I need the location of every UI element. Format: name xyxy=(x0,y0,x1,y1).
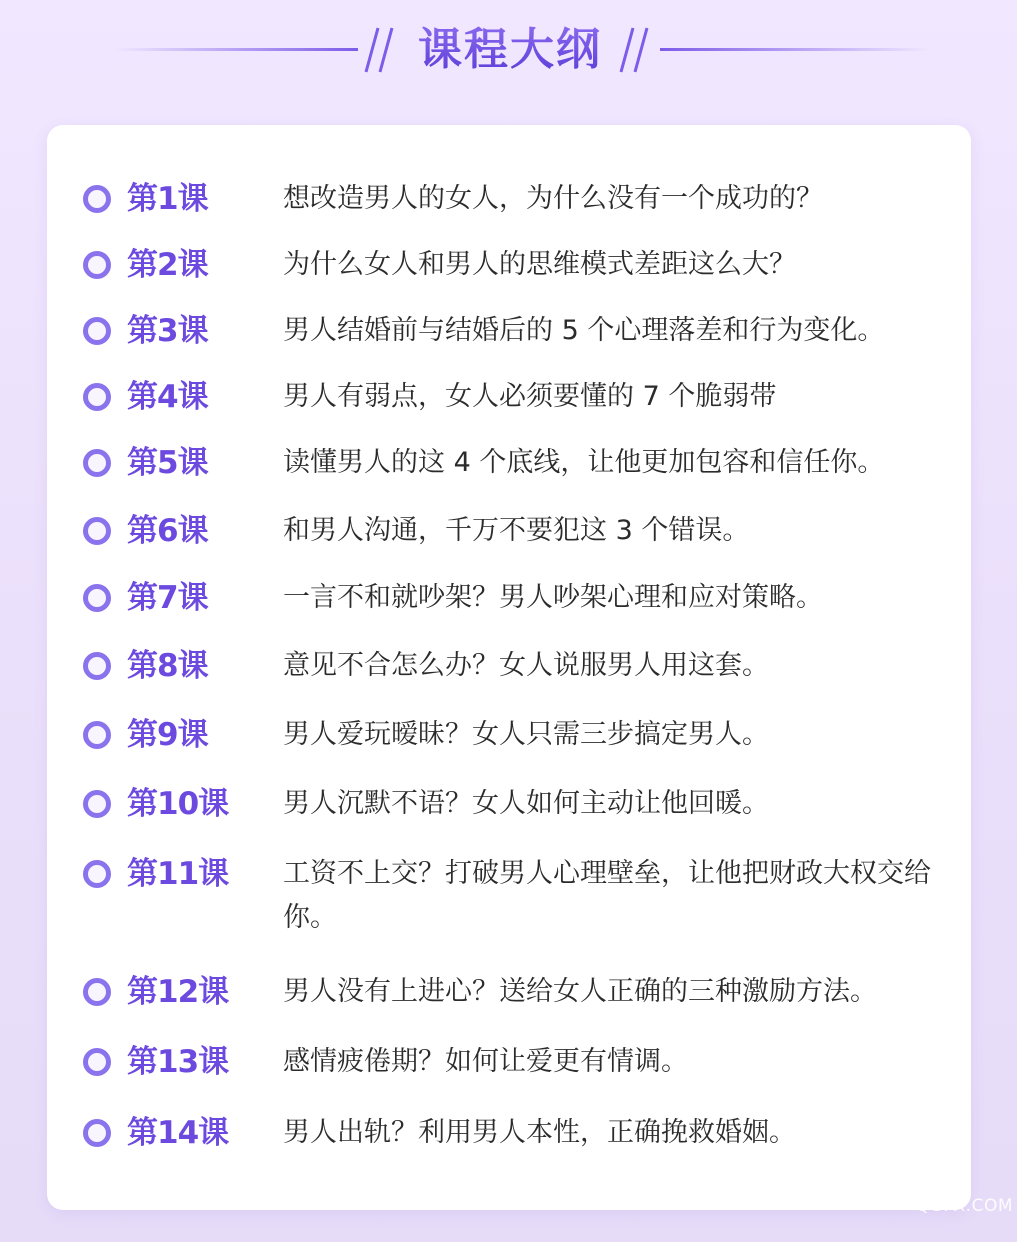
lesson-number: 第8课 xyxy=(127,648,208,684)
lesson-number: 第14课 xyxy=(127,1115,229,1151)
circle-bullet-icon xyxy=(83,185,111,213)
lesson-title: 男人出轨？利用男人本性，正确挽救婚姻。 xyxy=(283,1117,796,1148)
lesson-title: 工资不上交？打破男人心理壁垒，让他把财政大权交给你。 xyxy=(283,858,931,933)
lesson-title: 男人有弱点，女人必须要懂的 7 个脆弱带 xyxy=(283,381,777,412)
circle-bullet-icon xyxy=(83,317,111,345)
lesson-title: 为什么女人和男人的思维模式差距这么大？ xyxy=(283,249,796,280)
lesson-title: 男人爱玩暧昧？女人只需三步搞定男人。 xyxy=(283,719,769,750)
circle-bullet-icon xyxy=(83,978,111,1006)
header-left-line xyxy=(115,48,358,51)
page-title: 课程大纲 xyxy=(408,22,612,78)
lesson-number: 第9课 xyxy=(127,717,208,753)
watermark-text: QGFX.COM xyxy=(915,1196,1013,1216)
circle-bullet-icon xyxy=(83,584,111,612)
lesson-number: 第13课 xyxy=(127,1044,229,1080)
circle-bullet-icon xyxy=(83,517,111,545)
lesson-title: 一言不和就吵架？男人吵架心理和应对策略。 xyxy=(283,582,823,613)
lesson-number: 第10课 xyxy=(127,786,229,822)
lesson-number: 第2课 xyxy=(127,247,208,283)
circle-bullet-icon xyxy=(83,790,111,818)
syllabus-card xyxy=(47,125,971,1210)
lesson-number: 第7课 xyxy=(127,580,208,616)
lesson-number: 第11课 xyxy=(127,856,229,892)
circle-bullet-icon xyxy=(83,721,111,749)
lesson-title: 男人没有上进心？送给女人正确的三种激励方法。 xyxy=(283,976,877,1007)
lesson-number: 第5课 xyxy=(127,445,208,481)
lesson-number: 第6课 xyxy=(127,513,208,549)
lesson-title: 男人沉默不语？女人如何主动让他回暖。 xyxy=(283,788,769,819)
circle-bullet-icon xyxy=(83,383,111,411)
lesson-title: 意见不合怎么办？女人说服男人用这套。 xyxy=(283,650,769,681)
lesson-title: 男人结婚前与结婚后的 5 个心理落差和行为变化。 xyxy=(283,315,885,346)
circle-bullet-icon xyxy=(83,1048,111,1076)
circle-bullet-icon xyxy=(83,1119,111,1147)
circle-bullet-icon xyxy=(83,860,111,888)
lesson-title: 想改造男人的女人，为什么没有一个成功的？ xyxy=(283,183,823,214)
double-slash-decoration-left xyxy=(362,26,402,74)
lesson-number: 第12课 xyxy=(127,974,229,1010)
double-slash-decoration-right xyxy=(615,26,655,74)
lesson-number: 第1课 xyxy=(127,181,208,217)
lesson-title: 和男人沟通，千万不要犯这 3 个错误。 xyxy=(283,515,750,546)
lesson-number: 第3课 xyxy=(127,313,208,349)
header xyxy=(0,0,1017,100)
circle-bullet-icon xyxy=(83,449,111,477)
lesson-title: 感情疲倦期？如何让爱更有情调。 xyxy=(283,1046,688,1077)
circle-bullet-icon xyxy=(83,251,111,279)
header-right-line xyxy=(660,48,930,51)
lesson-title: 读懂男人的这 4 个底线，让他更加包容和信任你。 xyxy=(283,447,885,478)
circle-bullet-icon xyxy=(83,652,111,680)
lesson-number: 第4课 xyxy=(127,379,208,415)
